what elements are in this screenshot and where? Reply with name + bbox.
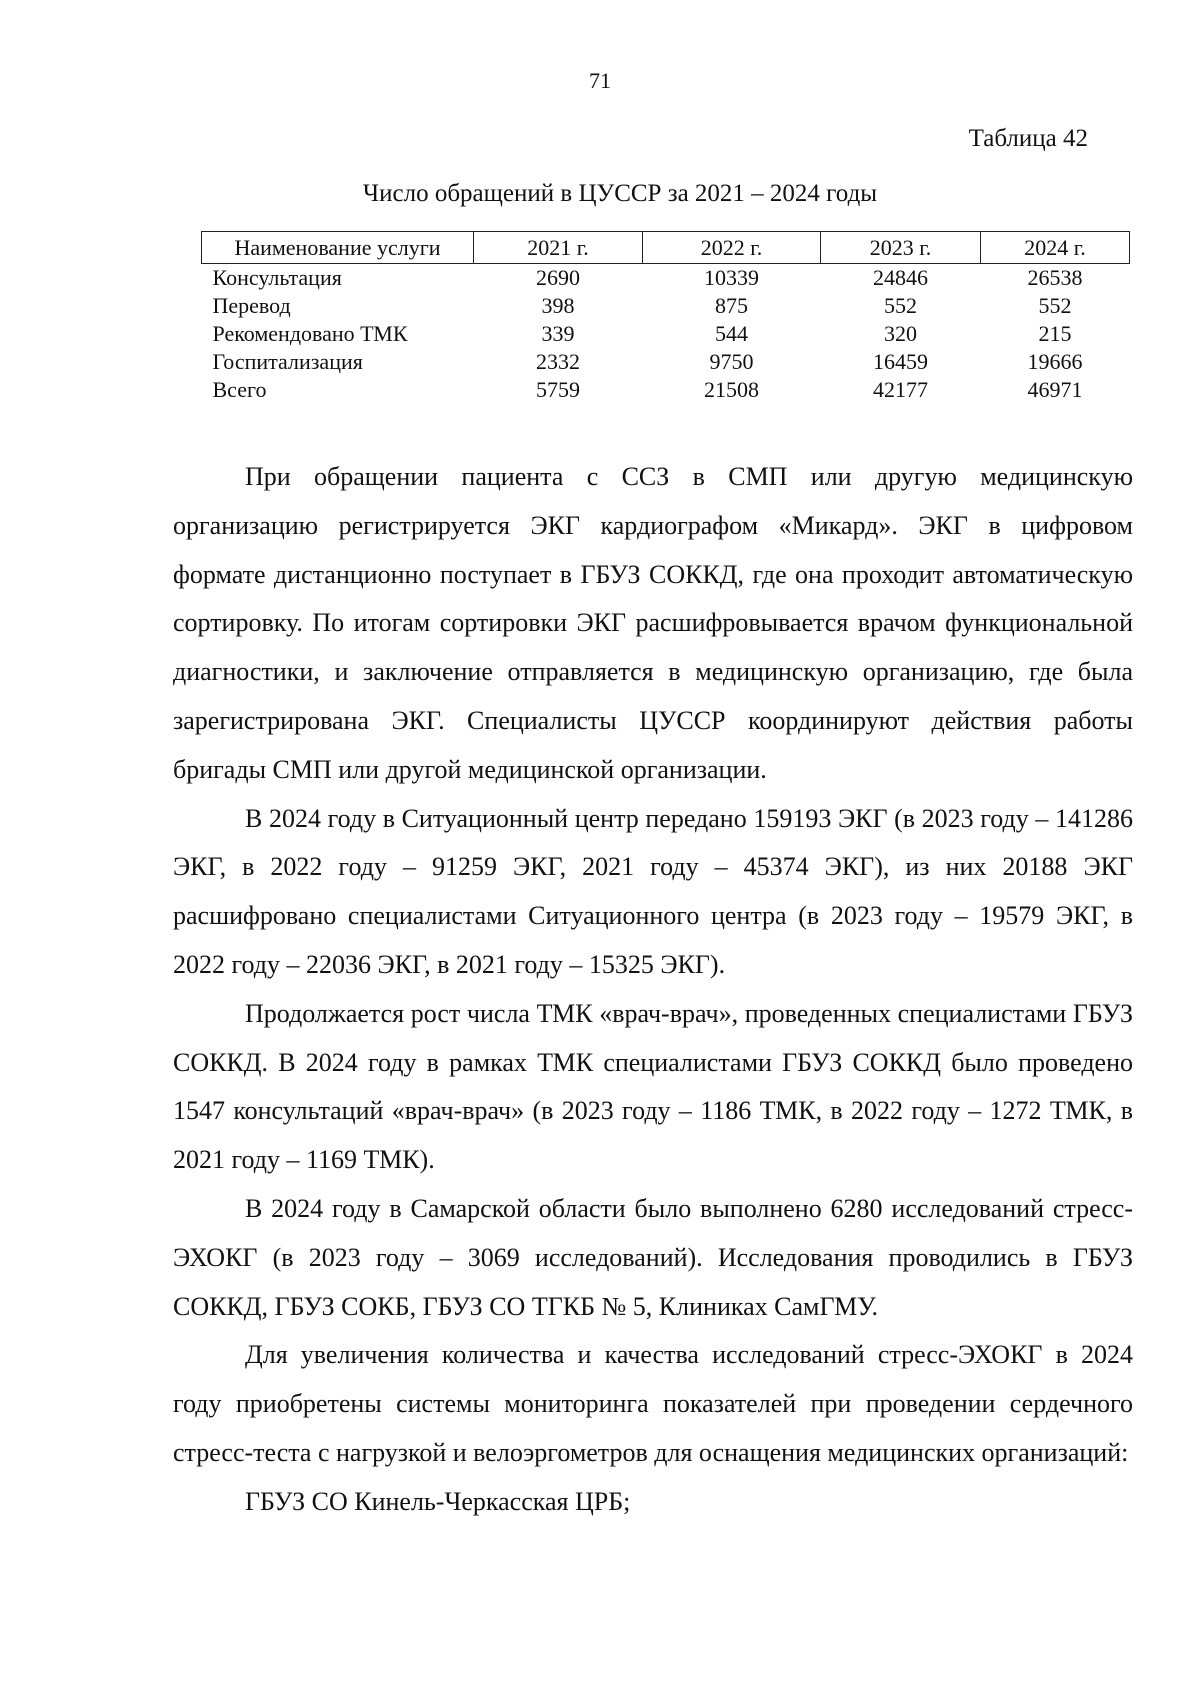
paragraph-stress-echo: В 2024 году в Самарской области было выполнено 6280 исследований стресс-ЭХОКГ (в 2023 году – 3069 исследований). Исследования проводились в ГБУЗ СОККД, ГБУЗ СОКБ, ГБУЗ СО ТГКБ № 5, Клиниках СамГМУ. bbox=[173, 1193, 1133, 1321]
page-number: 71 bbox=[589, 68, 611, 93]
table-row-total bbox=[202, 376, 1130, 404]
header-2022: 2022 г. bbox=[643, 232, 821, 264]
row-name: Перевод bbox=[212, 293, 291, 318]
cell-2023: 42177 bbox=[873, 377, 928, 402]
paragraph-ecg-workflow: При обращении пациента с ССЗ в СМП или другую медицинскую организацию регистрируется ЭКГ кардиографом «Микард». ЭКГ в цифровом формате дистанционно поступает в ГБУЗ СОККД, где она проходит автоматическую сортировку. По итогам сортировки ЭКГ расшифровывается врачом функциональной диагностики, и заключение отправляется в медицинскую организацию, где была зарегистрирована ЭКГ. Специалисты ЦУССР координируют действия работы бригады СМП или другой медицинской организации. bbox=[173, 462, 1133, 784]
paragraph-ecg-statistics: В 2024 году в Ситуационный центр передано 159193 ЭКГ (в 2023 году – 141286 ЭКГ, в 2022 году – 91259 ЭКГ, 2021 году – 45374 ЭКГ), из них 20188 ЭКГ расшифровано специалистами Ситуационного центра (в 2023 году – 19579 ЭКГ, в 2022 году – 22036 ЭКГ, в 2021 году – 15325 ЭКГ). bbox=[173, 803, 1133, 979]
cell-2022: 10339 bbox=[704, 265, 759, 290]
table-row bbox=[202, 320, 1130, 348]
row-name: Рекомендовано ТМК bbox=[212, 321, 408, 346]
table-row bbox=[202, 348, 1130, 376]
cell-2023: 24846 bbox=[873, 265, 928, 290]
cell-2022: 544 bbox=[715, 321, 748, 346]
header-2023: 2023 г. bbox=[821, 232, 981, 264]
body-text bbox=[173, 453, 1133, 1527]
cell-2021: 5759 bbox=[536, 377, 580, 402]
cell-2022: 875 bbox=[715, 293, 748, 318]
table-label: Таблица 42 bbox=[968, 125, 1088, 152]
cell-2024: 19666 bbox=[1027, 349, 1083, 374]
paragraph-equipment: Для увеличения количества и качества исследований стресс-ЭХОКГ в 2024 году приобретены системы мониторинга показателей при проведении сердечного стресс-теста с нагрузкой и велоэргометров для оснащения медицинских организаций: bbox=[173, 1340, 1133, 1467]
cell-2024: 26538 bbox=[1027, 265, 1083, 290]
cell-2023: 552 bbox=[884, 293, 917, 318]
row-name: Госпитализация bbox=[212, 349, 363, 374]
services-table bbox=[201, 231, 1130, 404]
cell-2021: 2332 bbox=[536, 349, 580, 374]
cell-2023: 320 bbox=[884, 321, 917, 346]
cell-2022: 21508 bbox=[704, 377, 759, 402]
paragraph-list-item: ГБУЗ СО Кинель-Черкасская ЦРБ; bbox=[245, 1486, 631, 1516]
paragraph-tmk-consultations: Продолжается рост числа ТМК «врач-врач», проведенных специалистами ГБУЗ СОККД. В 2024 году в рамках ТМК специалистами ГБУЗ СОККД было проведено 1547 консультаций «врач-врач» (в 2023 году – 1186 ТМК, в 2022 году – 1272 ТМК, в 2021 году – 1169 ТМК). bbox=[173, 998, 1133, 1175]
row-name: Консультация bbox=[212, 265, 342, 290]
table-row bbox=[202, 292, 1130, 320]
cell-2024: 215 bbox=[1038, 321, 1072, 346]
table-row bbox=[202, 264, 1130, 293]
cell-2021: 2690 bbox=[536, 265, 580, 290]
row-name: Всего bbox=[212, 377, 267, 402]
cell-2024: 46971 bbox=[1027, 377, 1083, 402]
cell-2023: 16459 bbox=[873, 349, 928, 374]
table-header-row bbox=[202, 232, 1130, 264]
header-2021: 2021 г. bbox=[474, 232, 643, 264]
header-2024: 2024 г. bbox=[981, 232, 1130, 264]
cell-2022: 9750 bbox=[709, 349, 754, 374]
table-caption: Число обращений в ЦУССР за 2021 – 2024 годы bbox=[362, 180, 878, 207]
cell-2024: 552 bbox=[1038, 293, 1072, 318]
cell-2021: 339 bbox=[541, 321, 575, 346]
header-service-name: Наименование услуги bbox=[202, 232, 474, 264]
cell-2021: 398 bbox=[541, 293, 575, 318]
